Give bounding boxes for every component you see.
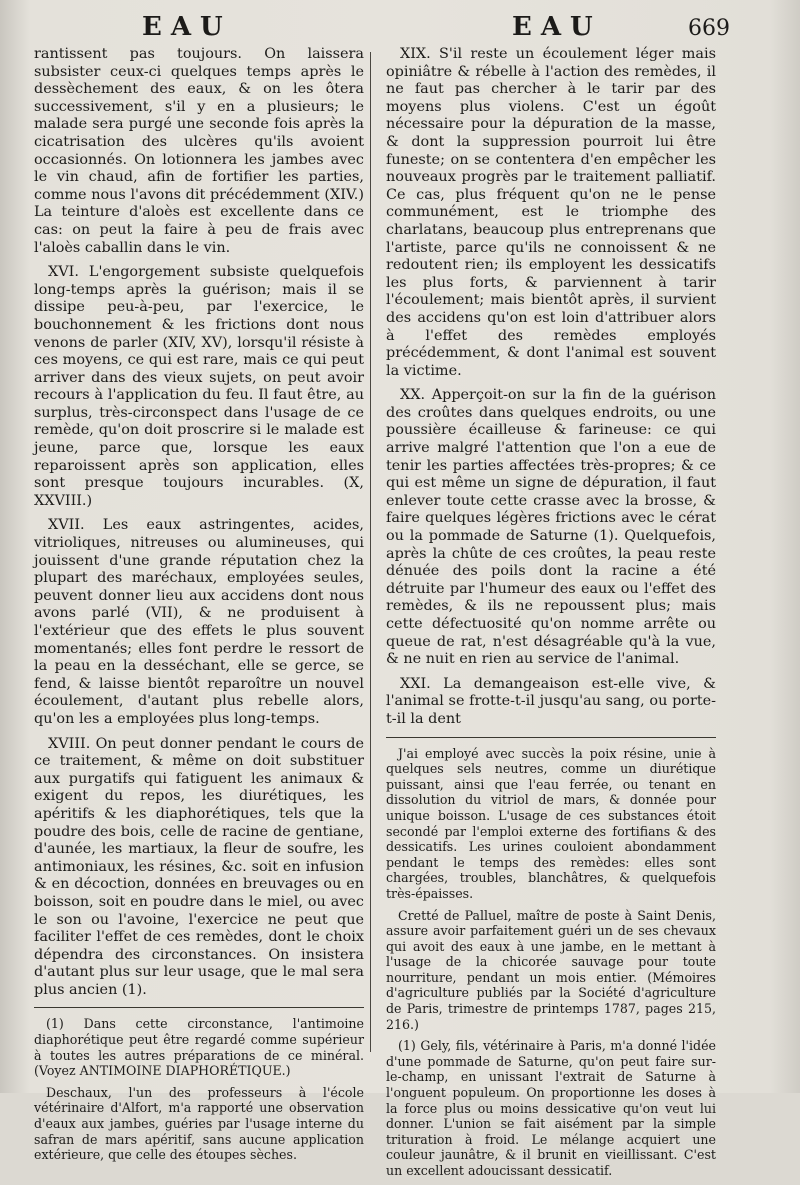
right-column [386,46,716,1185]
paragraph-xx: XX. Apperçoit-on sur la fin de la guérison des croûtes dans quelques endroits, ou une poussière écailleuse & farineuse: ce qui arrive malgré l'attention que l'on a eue de tenir les parties affectées très-propres; & ce qui est même un signe de dépuration, il faut enlever toute cette crasse avec la brosse, & faire quelques légères frictions avec le cérat ou la pommade de Saturne (1). Quelquefois, après la chûte de ces croûtes, la peau reste dénuée des poils dont la racine a été détruite par l'humeur des eaux ou l'effet des remèdes, & ils ne repoussent plus; mais cette défectuosité qu'on nomme arrête ou queue de rat, n'est désagréable qu'à la vue, & ne nuit en rien au service de l'animal. [386,387,716,668]
footnote: Cretté de Palluel, maître de poste à Saint Denis, assure avoir parfaitement guéri un de ses chevaux qui avoit des eaux à une jambe, en le mettant à l'usage de la chicorée sauvage pour toute nourriture, pendant un mois entier. (Mémoires d'agriculture publiés par la Société d'agriculture de Paris, trimestre de printemps 1787, pages 215, 216.) [386,907,716,1032]
paragraph-xxi: XXI. La demangeaison est-elle vive, & l'animal se frotte-t-il jusqu'au sang, ou porte-t-il la dent [386,675,716,727]
footnote: (1) Dans cette circonstance, l'antimoine diaphorétique peut être regardé comme supérieur à toutes les autres préparations de ce minéral. (Voyez ANTIMOINE DIAPHORÉTIQUE.) [34,1016,364,1079]
page-number: 669 [688,16,730,41]
paragraph-continuation: rantissent pas toujours. On laissera subsister ceux-ci quelques temps après le dessèchement des eaux, & on les ôtera successivement, s'il y en a plusieurs; le malade sera purgé une seconde fois après la cicatrisation des ulcères qu'ils avoient occasionnés. On lotionnera les jambes avec le vin chaud, afin de fortifier les parties, comme nous l'avons dit précédemment (XIV.) La teinture d'aloès est excellente dans ce cas: on peut la faire à peu de frais avec l'aloès caballin dans le vin. [34,46,364,256]
paragraph-xix: XIX. S'il reste un écoulement léger mais opiniâtre & rébelle à l'action des remèdes, il ne faut pas chercher à le tarir par des moyens plus violens. C'est un égoût nécessaire pour la dépuration de la masse, & dont la suppression pourroit lui être funeste; on se contentera d'en empêcher les nouveaux progrès par le traitement palliatif. Ce cas, plus fréquent qu'on ne le pense communément, est le triomphe des charlatans, beaucoup plus entreprenans que l'artiste, parce qu'ils ne connoissent & ne redoutent rien; ils employent les dessicatifs les plus forts, & parviennent à tarir l'écoulement; mais bientôt après, il survient des accidens qu'on est loin d'attribuer alors à l'effet des remèdes employés précédemment, & dont l'animal est souvent la victime. [386,46,716,379]
running-head-left: EAU [142,12,232,42]
right-footnotes [386,746,716,1179]
left-column [34,46,364,1169]
paragraph-xviii: XVIII. On peut donner pendant le cours de ce traitement, & même on doit substituer aux purgatifs qui fatiguent les animaux & exigent du repos, les diurétiques, les apéritifs & les diaphorétiques, tels que la poudre des bois, celle de racine de gentiane, d'aunée, les martiaux, la fleur de soufre, les antimoniaux, les résines, &c. soit en infusion & en décoction, données en breuvages ou en boisson, soit en poudre dans le miel, ou avec le son ou l'avoine, l'exercice ne peut que faciliter l'effet de ces remèdes, dont le choix dépendra des circonstances. On insistera d'autant plus sur leur usage, que le mal sera plus ancien (1). [34,735,364,998]
footnote: Deschaux, l'un des professeurs à l'école vétérinaire d'Alfort, m'a rapporté une observation d'eaux aux jambes, guéries par l'usage interne du safran de mars apéritif, sans aucune application extérieure, que celle des étoupes sèches. [34,1084,364,1163]
column-divider [370,52,371,1052]
left-footnotes [34,1016,364,1162]
paragraph-xvii: XVII. Les eaux astringentes, acides, vitrioliques, nitreuses ou alumineuses, qui jouissent d'une grande réputation chez la plupart des maréchaux, employées seules, peuvent donner lieu aux accidens dont nous avons parlé (VII), & ne produisent à l'extérieur que des effets le plus souvent momentanés; elles font perdre le ressort de la peau en la desséchant, elle se gerce, se fend, & laisse bientôt reparoître un nouvel écoulement, d'autant plus rebelle alors, qu'on les a employées plus long-temps. [34,517,364,727]
running-head-right: EAU [512,12,602,42]
footnote-rule [386,737,716,738]
footnote: J'ai employé avec succès la poix résine, unie à quelques sels neutres, comme un diurétique puissant, ainsi que l'eau ferrée, ou tenant en dissolution du vitriol de mars, & donnée pour unique boisson. L'usage de ces substances étoit secondé par l'emploi externe des fortifians & des dessicatifs. Les urines couloient abondamment pendant le temps des remèdes: elles sont chargées, troubles, blanchâtres, & quelquefois très-épaisses. [386,745,716,901]
footnote-rule [34,1007,364,1008]
footnote: (1) Gely, fils, vétérinaire à Paris, m'a donné l'idée d'une pommade de Saturne, qu'on peut faire sur-le-champ, en unissant l'extrait de Saturne à l'onguent populeum. On proportionne les doses à la force plus ou moins dessicative qu'on veut lui donner. L'union se fait aisément par la simple trituration à froid. Le mélange acquiert une couleur jaunâtre, & il brunit en vieillissant. C'est un excellent adoucissant dessicatif. [386,1038,716,1178]
paragraph-xvi: XVI. L'engorgement subsiste quelquefois long-temps après la guérison; mais il se dissipe peu-à-peu, par l'exercice, le bouchonnement & les frictions dont nous venons de parler (XIV, XV), lorsqu'il résiste à ces moyens, ce qui est rare, mais ce qui peut arriver dans des vieux sujets, on peut avoir recours à l'application du feu. Il faut être, au surplus, très-circonspect dans l'usage de ce remède, qu'on doit proscrire si le malade est jeune, parce que, lorsque les eaux reparoissent après son application, elles sont presque toujours incurables. (X, XXVIII.) [34,264,364,509]
